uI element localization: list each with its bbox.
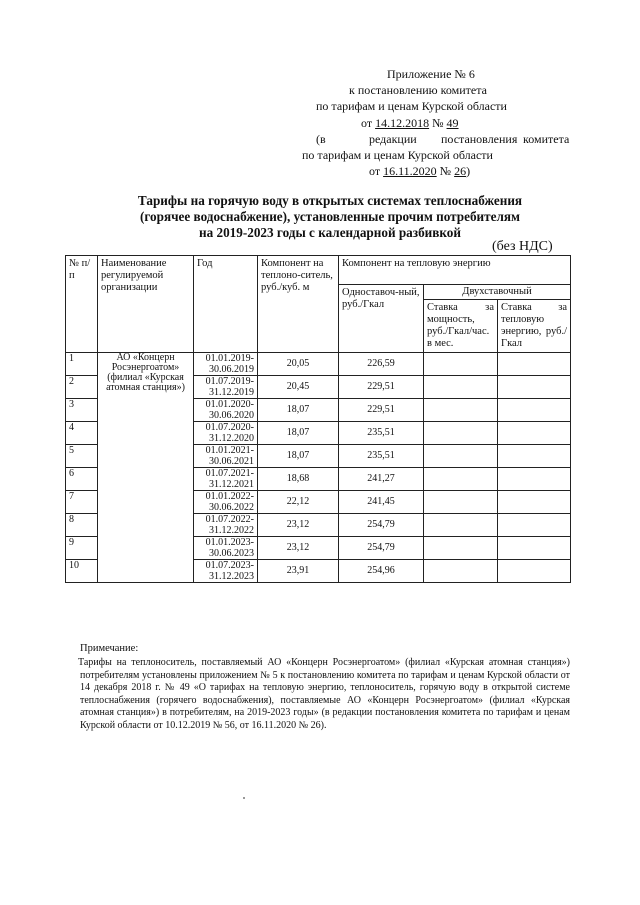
edition-word-3: постановления — [441, 132, 518, 146]
row-period: 01.01.2021-30.06.2021 — [194, 445, 258, 468]
edit-date-prefix: от — [369, 164, 384, 178]
row-power — [424, 491, 498, 514]
row-power — [424, 537, 498, 560]
header-carrier-component: Компонент на теплоно-ситель, руб./куб. м — [258, 256, 339, 353]
row-period: 01.07.2020-31.12.2020 — [194, 422, 258, 445]
row-energy — [498, 353, 571, 376]
row-carrier: 23,91 — [258, 560, 339, 583]
row-single: 241,45 — [339, 491, 424, 514]
row-single: 226,59 — [339, 353, 424, 376]
row-period: 01.01.2020-30.06.2020 — [194, 399, 258, 422]
row-single: 229,51 — [339, 399, 424, 422]
header-number: № п/п — [66, 256, 98, 353]
row-single: 235,51 — [339, 445, 424, 468]
resolution-date: 14.12.2018 — [375, 116, 430, 130]
row-energy — [498, 514, 571, 537]
row-energy — [498, 422, 571, 445]
row-carrier: 22,12 — [258, 491, 339, 514]
row-power — [424, 353, 498, 376]
row-energy — [498, 537, 571, 560]
row-carrier: 23,12 — [258, 537, 339, 560]
header-single-rate: Одноставоч-ный, руб./Гкал — [339, 285, 424, 353]
row-power — [424, 445, 498, 468]
title-line-3: на 2019-2023 годы с календарной разбивкой — [198, 225, 462, 240]
row-carrier: 20,05 — [258, 353, 339, 376]
edit-close: ) — [466, 164, 471, 178]
row-energy — [498, 376, 571, 399]
edition-date: 16.11.2020 — [383, 164, 437, 178]
edition-word-1: (в — [316, 132, 326, 146]
row-power — [424, 399, 498, 422]
title-line-2: (горячее водоснабжение), установленные прочим потребителям — [139, 209, 520, 224]
row-number: 6 — [66, 468, 98, 491]
row-number: 2 — [66, 376, 98, 399]
row-period: 01.07.2019-31.12.2019 — [194, 376, 258, 399]
row-energy — [498, 491, 571, 514]
note-text: Тарифы на теплоноситель, поставляемый АО «Концерн Росэнергоатом» (филиал «Курская атомная станция») потребителям установлены приложением № 5 к постановлению комитета по тарифам и ценам Курской области от 14 декабря 2018 г. № 49 «О тарифах на тепловую энергию, теплоноситель, горячую воду в открытой системе теплоснабжения (горячего водоснабжения), поставляемые АО «Концерн Росэнергоатом» (филиал «Курская атомная станция») в потребителям, на 2019-2023 годы» (в редакции постановления комитета по тарифам и ценам Курской области от 10.12.2019 № 56, от 16.11.2020 № 26). — [78, 657, 570, 731]
row-power — [424, 514, 498, 537]
row-energy — [498, 468, 571, 491]
edit-num-prefix: № — [436, 164, 455, 178]
row-energy — [498, 560, 571, 583]
row-power — [424, 422, 498, 445]
tariff-table — [65, 255, 571, 583]
header-power-rate: Ставка за мощность, руб./Гкал/час. в мес. — [424, 300, 498, 353]
header-energy-rate: Ставка за тепловую энергию, руб./Гкал — [498, 300, 571, 353]
row-period: 01.01.2023-30.06.2023 — [194, 537, 258, 560]
row-period: 01.01.2022-30.06.2022 — [194, 491, 258, 514]
row-number: 1 — [66, 353, 98, 376]
note-heading: Примечание: — [80, 643, 139, 654]
header-year: Год — [194, 256, 258, 353]
row-number: 10 — [66, 560, 98, 583]
row-number: 9 — [66, 537, 98, 560]
row-single: 254,96 — [339, 560, 424, 583]
row-carrier: 18,07 — [258, 399, 339, 422]
row-carrier: 20,45 — [258, 376, 339, 399]
appendix-resolution: к постановлению комитета — [349, 83, 487, 97]
header-organization: Наименование регулируемой организации — [98, 256, 194, 353]
document-title — [60, 193, 600, 241]
row-number: 8 — [66, 514, 98, 537]
edition-number: 26 — [454, 164, 467, 178]
header-energy-component: Компонент на тепловую энергию — [339, 256, 571, 285]
row-energy — [498, 399, 571, 422]
appendix-date-line — [361, 115, 459, 131]
row-number: 7 — [66, 491, 98, 514]
row-period: 01.07.2022-31.12.2022 — [194, 514, 258, 537]
edition-word-2: редакции — [369, 132, 417, 146]
edition-committee: по тарифам и ценам Курской области — [302, 148, 493, 162]
table-row — [66, 353, 571, 376]
row-power — [424, 468, 498, 491]
organization-cell: АО «Концерн Росэнергоатом» (филиал «Курская атомная станция») — [98, 353, 194, 583]
title-line-1: Тарифы на горячую воду в открытых системах теплоснабжения — [137, 193, 523, 208]
appendix-number: Приложение № 6 — [387, 67, 475, 81]
edition-word-4: комитета — [523, 132, 570, 146]
row-number: 4 — [66, 422, 98, 445]
table-header-row-1 — [66, 256, 571, 285]
num-prefix: № — [429, 116, 447, 130]
row-period: 01.07.2023-31.12.2023 — [194, 560, 258, 583]
resolution-number: 49 — [446, 116, 459, 130]
row-carrier: 23,12 — [258, 514, 339, 537]
appendix-committee: по тарифам и ценам Курской области — [316, 99, 507, 113]
row-number: 5 — [66, 445, 98, 468]
row-period: 01.07.2021-31.12.2021 — [194, 468, 258, 491]
vat-note: (без НДС) — [492, 239, 553, 254]
edition-date-line — [369, 163, 470, 179]
row-energy — [498, 445, 571, 468]
row-power — [424, 376, 498, 399]
row-carrier: 18,07 — [258, 422, 339, 445]
row-period: 01.01.2019-30.06.2019 — [194, 353, 258, 376]
row-single: 254,79 — [339, 537, 424, 560]
row-single: 229,51 — [339, 376, 424, 399]
scan-dot — [243, 797, 245, 799]
row-single: 241,27 — [339, 468, 424, 491]
row-single: 254,79 — [339, 514, 424, 537]
row-carrier: 18,68 — [258, 468, 339, 491]
row-power — [424, 560, 498, 583]
row-single: 235,51 — [339, 422, 424, 445]
row-carrier: 18,07 — [258, 445, 339, 468]
date-prefix: от — [361, 116, 376, 130]
row-number: 3 — [66, 399, 98, 422]
header-two-rate: Двухставочный — [424, 285, 571, 300]
